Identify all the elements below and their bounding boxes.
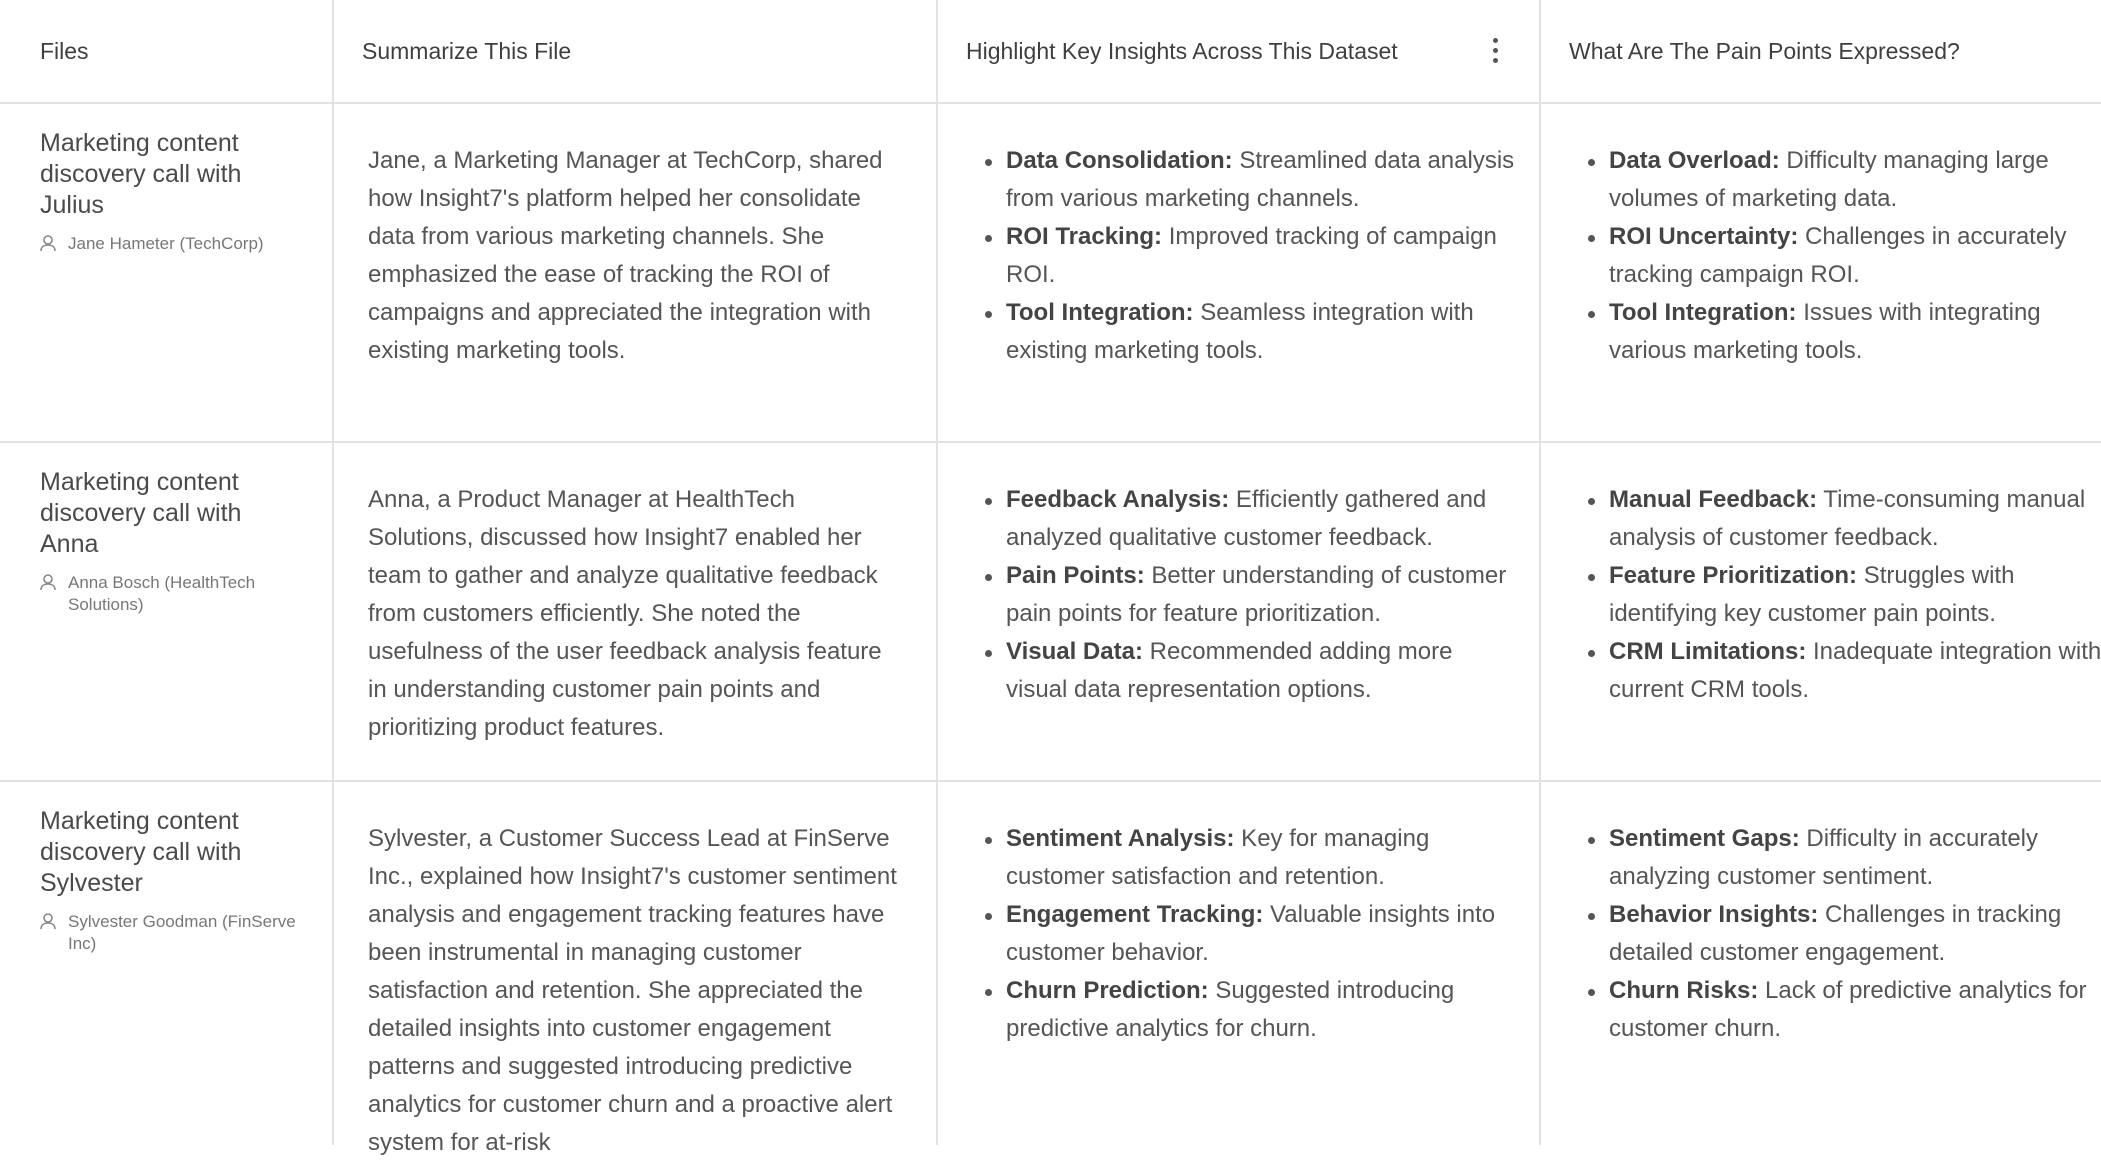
item-text: analysis of customer feedback.: [1609, 524, 1939, 551]
item-text: Improved tracking of campaign ROI.: [1006, 223, 1497, 288]
file-title[interactable]: Marketing content discovery call with Sylvester: [40, 807, 242, 897]
item-text: Suggested introducing predictive analytics for churn.: [1006, 977, 1455, 1042]
summary-text: Jane, a Marketing Manager at TechCorp, shared how Insight7's platform helped her consolidate data from various marketing channels. She emphasized the ease of tracking the ROI of campaigns and appreciated the integration with existing marketing tools.: [368, 147, 883, 364]
item-text: Inadequate integration with: [1806, 638, 2101, 665]
insights-cell: [938, 443, 1541, 782]
list-item: [985, 142, 1519, 218]
item-text: Seamless integration with existing marketing tools.: [1006, 299, 1474, 364]
pain-points-cell: [1541, 104, 2101, 443]
column-header-summary[interactable]: [334, 0, 938, 104]
list-item: [1588, 294, 2081, 370]
item-text: volumes of marketing data.: [1609, 185, 1898, 212]
item-key: Tool Integration:: [1006, 299, 1194, 326]
item-text: Issues with integrating: [1796, 299, 2041, 326]
item-key: Sentiment Gaps:: [1609, 825, 1800, 852]
table-row: [0, 443, 2101, 782]
item-text: Challenges in accurately: [1798, 223, 2067, 250]
column-header-pain-points[interactable]: [1541, 0, 2101, 104]
item-text: Streamlined data analysis from various marketing channels.: [1006, 147, 1515, 212]
item-text: Challenges in tracking: [1818, 901, 2062, 928]
item-text: customer churn.: [1609, 1015, 1782, 1042]
item-text: identifying key customer pain points.: [1609, 600, 1996, 627]
table-row: [0, 104, 2101, 443]
item-text: various marketing tools.: [1609, 337, 1863, 364]
column-header-files[interactable]: [0, 0, 334, 104]
list-item: [1588, 218, 2081, 294]
summary-cell: [334, 443, 938, 782]
list-item: [985, 633, 1519, 709]
list-item: [1588, 481, 2086, 557]
item-text: Struggles with: [1857, 562, 2015, 589]
item-key: Feature Prioritization:: [1609, 562, 1858, 589]
pain-points-cell: [1541, 443, 2101, 782]
insights-cell: [938, 782, 1541, 1145]
file-cell[interactable]: [0, 104, 334, 443]
list-item: [985, 557, 1519, 633]
summary-text: Anna, a Product Manager at HealthTech Solutions, discussed how Insight7 enabled her team to gather and analyze qualitative feedback from customers efficiently. She noted the usefulness of the user feedback analysis feature in understanding customer pain points and prioritizing product features.: [368, 486, 882, 741]
header-label: What Are The Pain Points Expressed?: [1569, 37, 1960, 64]
list-item: [1588, 633, 2101, 709]
item-key: Churn Risks:: [1609, 977, 1759, 1004]
results-table: [0, 0, 2101, 104]
list-item: [1588, 972, 2087, 1048]
table-row: [0, 782, 2101, 1156]
list-item: [985, 896, 1519, 972]
column-header-insights[interactable]: [938, 0, 1541, 104]
item-text: Recommended adding more visual data representation options.: [1006, 638, 1453, 703]
insights-cell: [938, 104, 1541, 443]
item-key: Churn Prediction:: [1006, 977, 1209, 1004]
item-text: current CRM tools.: [1609, 676, 1810, 703]
item-key: Behavior Insights:: [1609, 901, 1819, 928]
item-text: Lack of predictive analytics for: [1758, 977, 2087, 1004]
item-key: ROI Uncertainty:: [1609, 223, 1799, 250]
item-key: Data Overload:: [1609, 147, 1780, 174]
list-item: [985, 218, 1519, 294]
list-item: [985, 481, 1519, 557]
file-cell[interactable]: [0, 443, 334, 782]
list-item: [985, 294, 1519, 370]
item-key: Engagement Tracking:: [1006, 901, 1264, 928]
list-item: [985, 972, 1519, 1048]
summary-cell: [334, 782, 938, 1156]
item-key: Sentiment Analysis:: [1006, 825, 1235, 852]
item-key: Pain Points:: [1006, 562, 1145, 589]
more-options-icon[interactable]: [1493, 38, 1499, 63]
header-label: Highlight Key Insights Across This Dataset: [966, 37, 1398, 64]
item-key: Feedback Analysis:: [1006, 486, 1230, 513]
user-icon: [40, 913, 56, 930]
item-text: detailed customer engagement.: [1609, 939, 1946, 966]
item-text: tracking campaign ROI.: [1609, 261, 1860, 288]
item-key: CRM Limitations:: [1609, 638, 1807, 665]
summary-text: Sylvester, a Customer Success Lead at FinServe Inc., explained how Insight7's customer sentiment analysis and engagement tracking features have been instrumental in managing customer satisfaction and retention. She appreciated the detailed insights into customer engagement patterns and suggested introducing predictive analytics for customer churn and a proactive alert system for at-risk: [368, 825, 897, 1156]
item-text: Difficulty managing large: [1779, 147, 2049, 174]
pain-points-cell: [1541, 782, 2101, 1145]
file-title[interactable]: Marketing content discovery call with Anna: [40, 468, 242, 558]
list-item: [1588, 820, 2081, 896]
list-item: [1588, 557, 2081, 633]
file-owner: [40, 911, 302, 955]
file-owner: [40, 233, 302, 255]
item-text: Difficulty in accurately: [1799, 825, 2039, 852]
item-text: Better understanding of customer pain points for feature prioritization.: [1006, 562, 1507, 627]
list-item: [1588, 142, 2081, 218]
owner-name: Sylvester Goodman (FinServe Inc): [68, 912, 296, 953]
header-label: Summarize This File: [362, 37, 572, 64]
item-key: Manual Feedback:: [1609, 486, 1818, 513]
user-icon: [40, 574, 56, 591]
item-text: Time-consuming manual: [1817, 486, 2086, 513]
user-icon: [40, 235, 56, 252]
file-owner: [40, 572, 302, 616]
summary-cell: [334, 104, 938, 443]
item-key: Visual Data:: [1006, 638, 1143, 665]
item-text: Efficiently gathered and analyzed qualitative customer feedback.: [1006, 486, 1487, 551]
list-item: [985, 820, 1519, 896]
list-item: [1588, 896, 2081, 972]
header-label: Files: [40, 37, 89, 64]
file-cell[interactable]: [0, 782, 334, 1145]
item-text: analyzing customer sentiment.: [1609, 863, 1934, 890]
owner-name: Anna Bosch (HealthTech Solutions): [68, 573, 256, 614]
item-text: Key for managing customer satisfaction and retention.: [1006, 825, 1430, 890]
item-key: Tool Integration:: [1609, 299, 1797, 326]
owner-name: Jane Hameter (TechCorp): [68, 234, 264, 253]
item-text: Valuable insights into customer behavior.: [1006, 901, 1496, 966]
item-key: ROI Tracking:: [1006, 223, 1163, 250]
item-key: Data Consolidation:: [1006, 147, 1233, 174]
file-title[interactable]: Marketing content discovery call with Julius: [40, 129, 242, 219]
